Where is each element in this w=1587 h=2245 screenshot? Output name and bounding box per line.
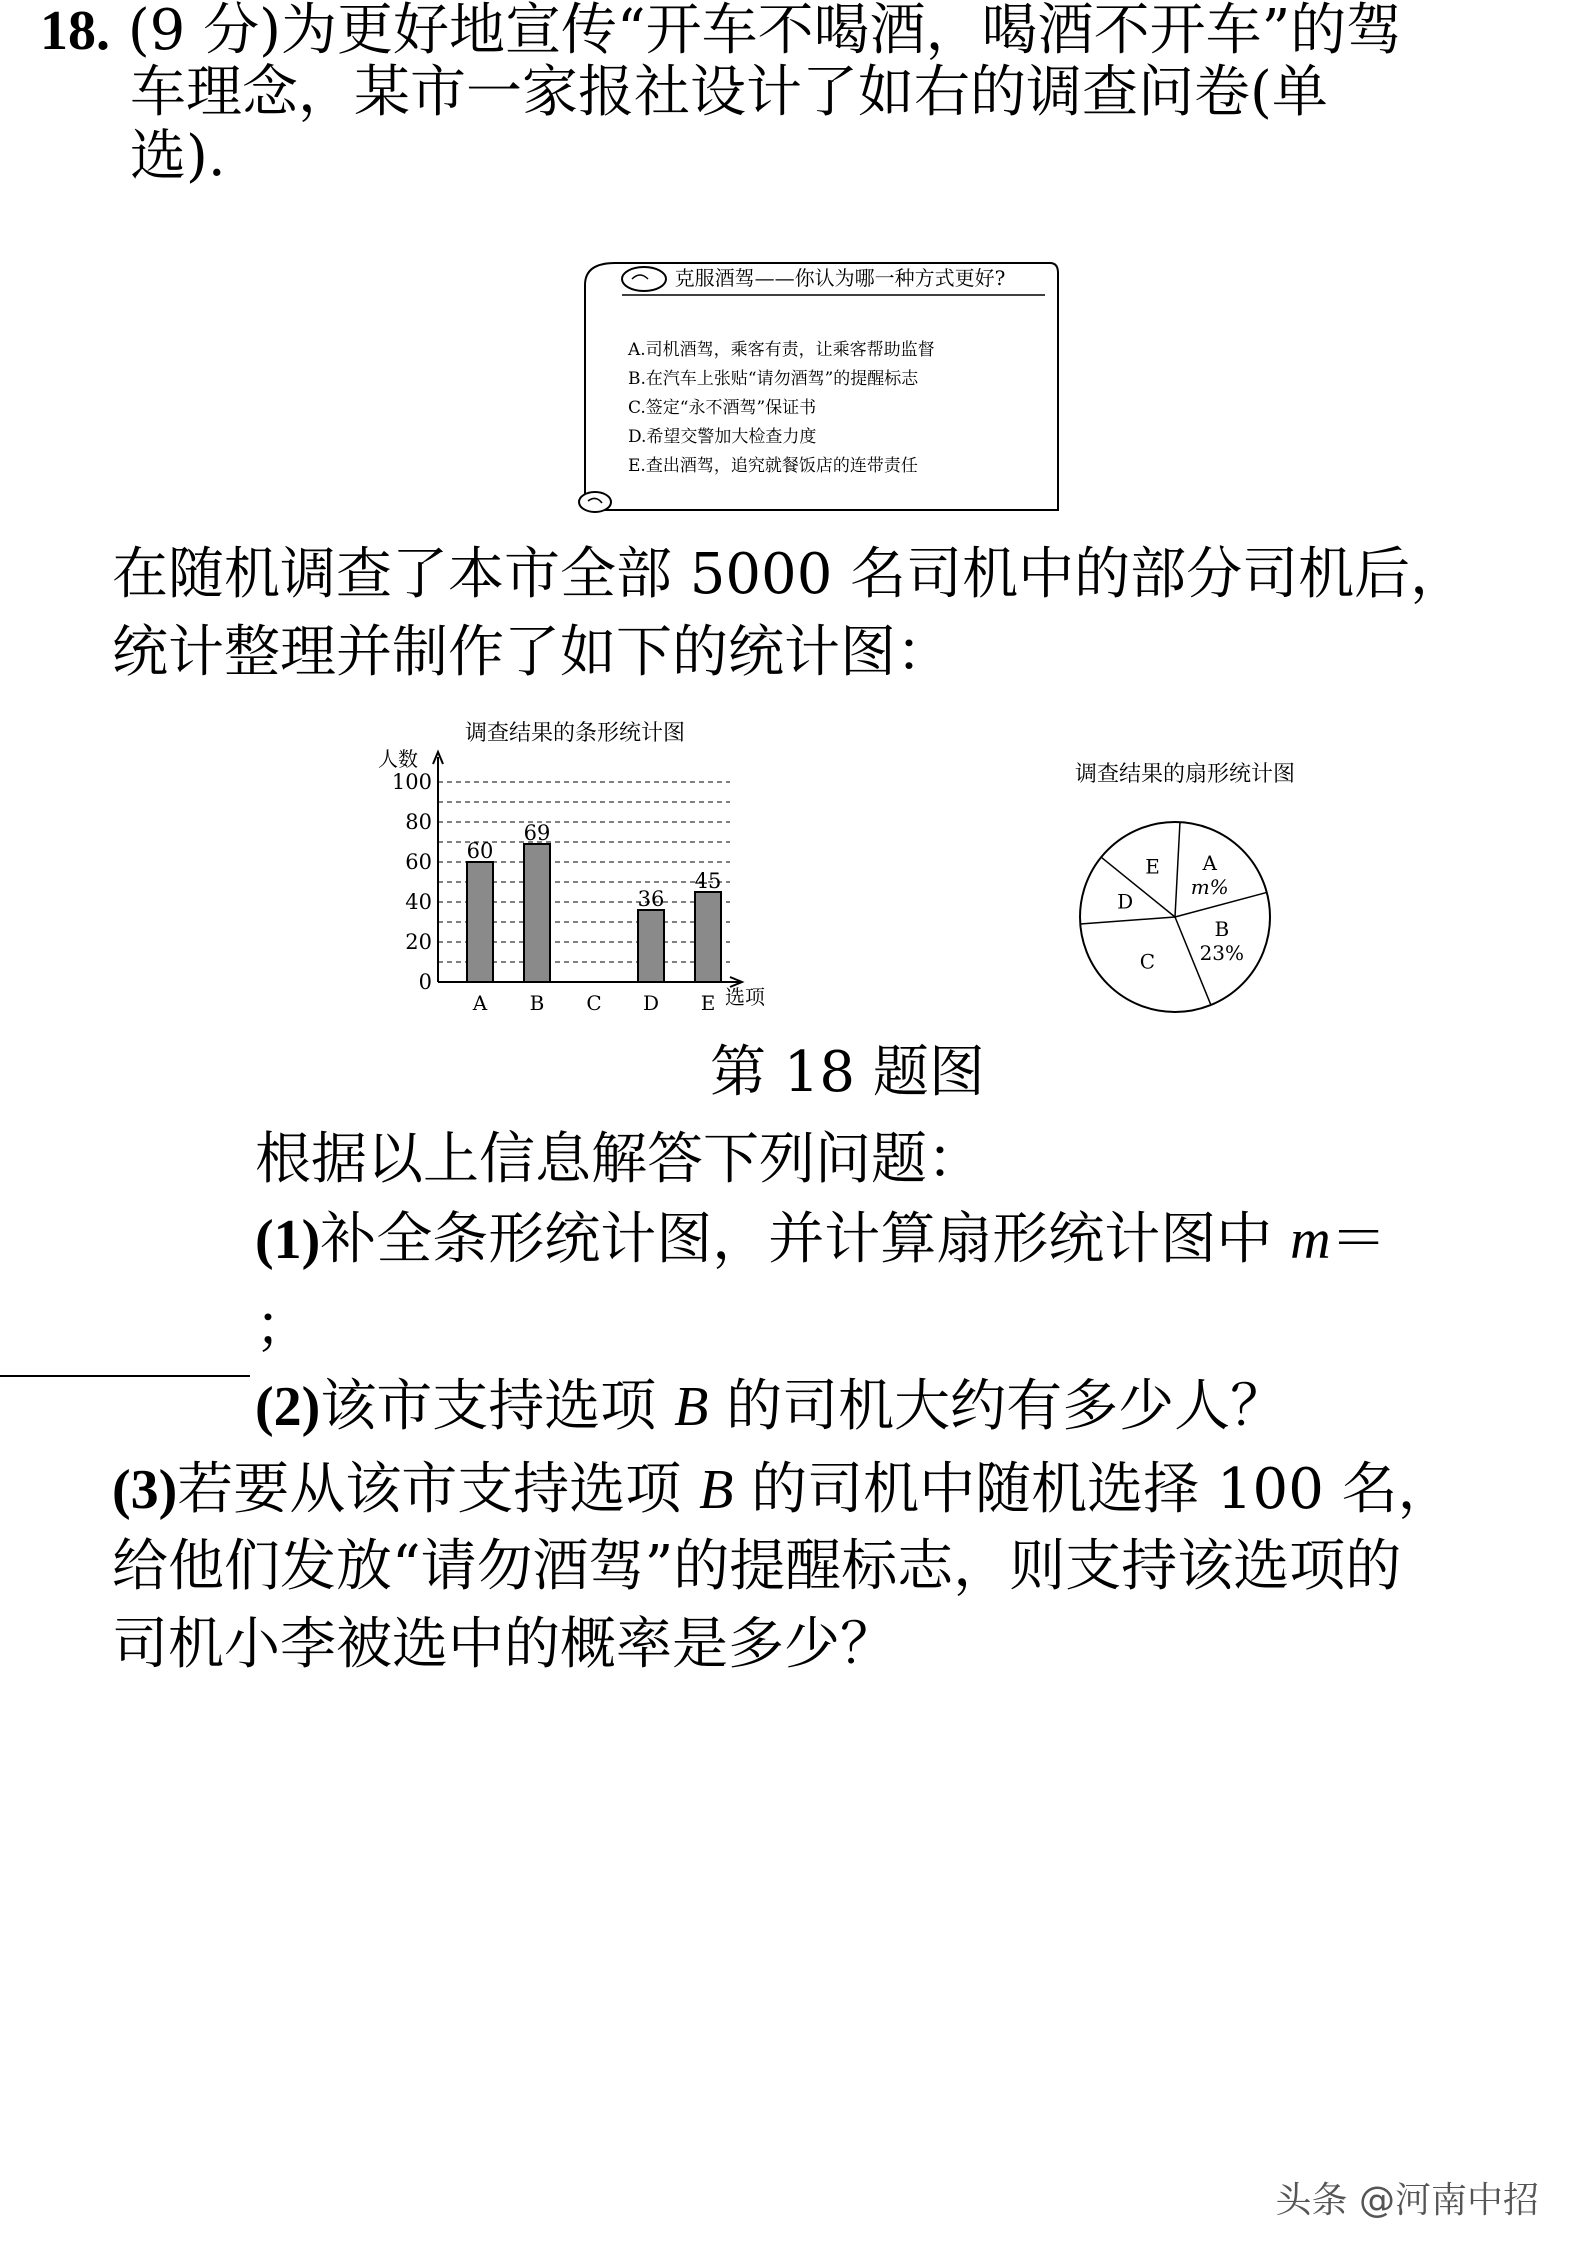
bar-x-tick-label: B (529, 991, 545, 1015)
bar-x-tick-label: D (642, 991, 660, 1015)
figure-caption: 第 18 题图 (710, 1040, 985, 1105)
bar-x-tick-label: E (700, 991, 716, 1015)
subquestion-1-label: (1) (255, 1209, 321, 1271)
questionnaire-title: 克服酒驾——你认为哪一种方式更好? (674, 266, 1006, 290)
bar-y-tick-label: 80 (405, 810, 432, 834)
questionnaire-option-c: C.签定“永不酒驾”保证书 (628, 398, 817, 418)
bar-A (467, 862, 493, 982)
subquestion-2-var: B (674, 1376, 709, 1438)
subquestion-2 (255, 1372, 1286, 1442)
questionnaire-option-b: B.在汽车上张贴“请勿酒驾”的提醒标志 (628, 369, 919, 389)
pie-slice-label-C: C (1139, 949, 1156, 974)
answer-blank (0, 1375, 250, 1377)
pie-slice-label-A: A (1202, 851, 1217, 876)
subquestion-3 (112, 1455, 1454, 1525)
questionnaire-scroll (560, 255, 1060, 525)
bar-chart-xlabel: 选项 (725, 985, 765, 1009)
subquestion-3-var: B (699, 1459, 734, 1521)
bar-value-label: 69 (523, 821, 551, 845)
subquestion-3-text-a: 若要从该市支持选项 (177, 1457, 700, 1522)
bar-y-tick-label: 20 (405, 930, 432, 954)
bar-x-tick-label: C (586, 991, 602, 1015)
bar-y-tick-label: 60 (405, 850, 432, 874)
subquestion-3-line-2: 给他们发放“请勿酒驾”的提醒标志，则支持该选项的 (112, 1534, 1402, 1599)
bar-E (695, 892, 721, 982)
subquestion-2-text-a: 该市支持选项 (320, 1374, 675, 1439)
question-line-3: 选). (130, 124, 226, 189)
survey-line-2: 统计整理并制作了如下的统计图： (112, 620, 952, 685)
bar-chart (370, 712, 790, 1022)
subquestion-1-eq: ＝ (1330, 1207, 1387, 1272)
subquestion-1 (255, 1205, 1387, 1275)
bar-chart-title: 调查结果的条形统计图 (464, 721, 686, 746)
subquestion-3-line-3: 司机小李被选中的概率是多少？ (112, 1612, 896, 1677)
questionnaire-option-d: D.希望交警加大检查力度 (628, 427, 817, 447)
subquestion-1-end: ； (255, 1294, 311, 1359)
subquestion-1-text: 补全条形统计图，并计算扇形统计图中 (320, 1207, 1291, 1272)
prompt-line: 根据以上信息解答下列问题： (255, 1127, 983, 1192)
pie-slice-percent-A: m% (1190, 875, 1229, 900)
bar-value-label: 36 (637, 887, 665, 911)
pie-chart (1020, 755, 1350, 1025)
pie-slice-label-D: D (1117, 889, 1134, 914)
subquestion-1-var: m (1290, 1209, 1331, 1271)
bar-B (524, 844, 550, 982)
question-score: (9 分) (127, 0, 281, 63)
bar-value-label: 60 (466, 839, 494, 863)
question-line-1 (40, 0, 1402, 66)
bar-x-tick-label: A (472, 991, 488, 1015)
bar-D (638, 910, 664, 982)
bar-y-tick-label: 0 (418, 970, 432, 994)
subquestion-2-text-b: 的司机大约有多少人？ (708, 1374, 1287, 1439)
survey-line-1: 在随机调查了本市全部 5000 名司机中的部分司机后， (112, 542, 1467, 607)
bar-y-tick-label: 100 (391, 770, 432, 794)
bar-value-label: 45 (694, 869, 722, 893)
subquestion-3-label: (3) (112, 1459, 178, 1521)
watermark: 头条 @河南中招 (1275, 2180, 1539, 2221)
subquestion-2-label: (2) (255, 1376, 321, 1438)
pie-chart-title: 调查结果的扇形统计图 (1074, 762, 1296, 787)
questionnaire-option-a: A.司机酒驾，乘客有责，让乘客帮助监督 (628, 340, 935, 360)
bar-chart-ylabel: 人数 (378, 747, 418, 771)
question-number: 18. (40, 0, 110, 62)
question-stem-1: 为更好地宣传“开车不喝酒，喝酒不开车”的驾 (280, 0, 1403, 63)
questionnaire-option-e: E.查出酒驾，追究就餐饭店的连带责任 (628, 456, 918, 476)
pie-slice-label-B: B (1214, 917, 1230, 942)
pie-slice-label-E: E (1145, 854, 1160, 879)
subquestion-3-text-b: 的司机中随机选择 100 名， (733, 1457, 1454, 1522)
bar-y-tick-label: 40 (405, 890, 432, 914)
question-line-2: 车理念，某市一家报社设计了如右的调查问卷(单 (130, 60, 1328, 125)
pie-slice-percent-B: 23% (1199, 941, 1245, 966)
